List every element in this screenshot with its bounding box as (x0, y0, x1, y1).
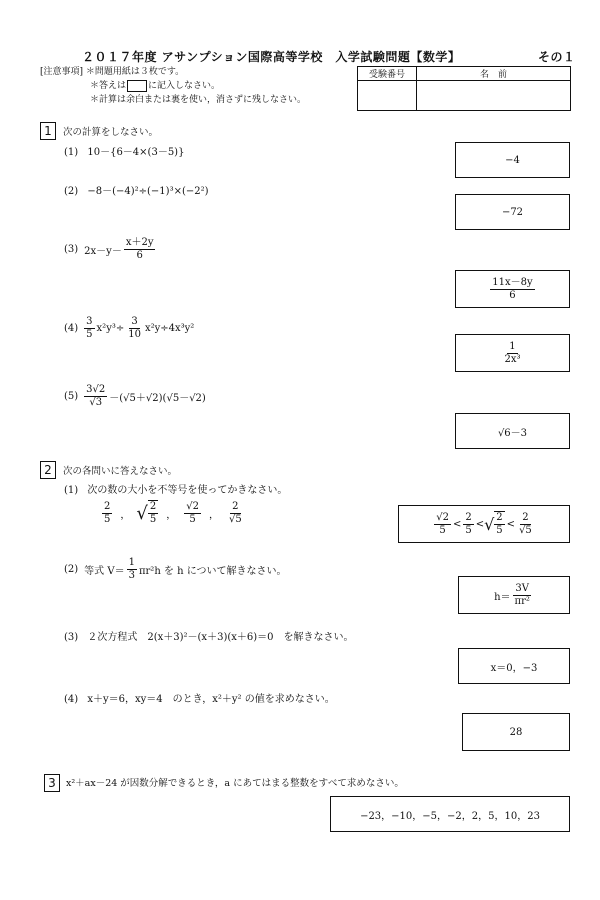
q1-5-rest: －(√5＋√2)(√5－√2) (109, 393, 206, 404)
q1-5-answer-box[interactable] (455, 413, 570, 449)
q2-3-answer-box[interactable] (458, 648, 570, 684)
section-3-answer: −23，−10，−5，−2，2，5，10，23 (360, 810, 540, 822)
note-line-3: ＊計算は余白または裏を使い，消さずに残しなさい。 (90, 95, 307, 105)
id-table (357, 66, 571, 111)
q2-1-root-1: √ (136, 502, 148, 524)
q1-5-den: √3 (89, 397, 103, 408)
q2-1-lt-3: < (506, 518, 516, 530)
q2-1-f1n: 2 (104, 500, 111, 512)
q2-1-a1n: √2 (436, 511, 449, 523)
note-line-2a: ＊答えは (90, 81, 127, 91)
q1-2-no: (2) (64, 186, 79, 197)
q2-2-text-b: πr²h を h について解きなさい。 (138, 566, 287, 577)
q2-1-a3d: 5 (496, 525, 503, 536)
q2-1-f3n: √2 (186, 500, 199, 512)
q2-1-a1d: 5 (439, 524, 446, 536)
q2-1-a2d: 5 (465, 524, 472, 536)
q2-1-a4d: √5 (519, 524, 532, 536)
exam-no-header: 受験番号 (358, 67, 417, 81)
q2-2-ans-a: h＝ (494, 591, 511, 603)
section-3-number: 3 (44, 774, 60, 792)
q1-3-num: x＋2y (125, 237, 154, 248)
section-3-text: x²＋ax－24 が因数分解できるとき，a にあてはまる整数をすべて求めなさい。 (66, 778, 404, 789)
q1-1-expr: 10－{6－4×(3－5)} (87, 147, 185, 158)
q1-1 (64, 143, 184, 158)
q2-2-fd: 3 (128, 570, 135, 581)
q2-1-a4n: 2 (522, 511, 529, 523)
q1-1-no: (1) (64, 147, 79, 158)
q2-1-sep-3: ， (208, 509, 219, 521)
q2-3 (64, 628, 354, 643)
page-label: その１ (538, 50, 576, 64)
q2-1-f4n: 2 (232, 500, 239, 512)
name-field[interactable] (417, 81, 571, 111)
q2-1-sep-1: ， (120, 509, 131, 521)
q2-1-a3n: 2 (496, 512, 503, 523)
q1-3-answer-box[interactable] (455, 270, 570, 308)
q2-2 (64, 557, 287, 582)
q1-3 (64, 237, 157, 262)
q2-1-f4d: √5 (228, 513, 242, 525)
q1-5-answer: √6－3 (497, 427, 528, 439)
q2-4-no: (4) (64, 694, 79, 705)
q2-1-f2n: 2 (149, 501, 157, 512)
q2-1-f1d: 5 (104, 513, 111, 525)
q2-2-text-a: 等式 V＝ (84, 566, 125, 577)
q2-1-ans-root: √ (484, 514, 495, 534)
section-1-title: 次の計算をしなさい。 (63, 127, 159, 138)
q2-1-no: (1) (64, 485, 79, 496)
q1-1-answer: −4 (505, 154, 520, 166)
q1-3-den: 6 (136, 250, 143, 261)
notes-block (40, 65, 306, 107)
q2-1-answer-box[interactable] (398, 505, 570, 543)
q2-4-answer: 28 (509, 726, 523, 738)
name-header: 名 前 (417, 67, 571, 81)
q2-4 (64, 690, 335, 705)
q2-2-ans-d: πr² (514, 595, 530, 607)
q1-2-answer: −72 (501, 206, 524, 218)
q2-1-text: 次の数の大小を不等号を使ってかきなさい。 (87, 485, 288, 496)
q2-1-f2d: 5 (149, 514, 157, 525)
q1-4-d2: 10 (128, 329, 141, 340)
q1-3-ans-num: 11x－8y (492, 276, 533, 288)
q1-4-ans-num: 1 (509, 340, 516, 352)
q2-2-ans-n: 3V (515, 582, 530, 594)
q1-4-d1: 5 (86, 329, 93, 340)
q1-5-num: 3√2 (86, 384, 106, 395)
q2-1-f3d: 5 (189, 513, 196, 525)
q2-2-fn: 1 (128, 557, 135, 568)
q1-2-answer-box[interactable] (455, 194, 570, 230)
q2-2-no: (2) (64, 564, 79, 575)
section-3-answer-box[interactable] (330, 796, 570, 832)
section-2-number: 2 (40, 461, 56, 479)
q2-1-sep-2: ， (166, 509, 177, 521)
q1-5 (64, 384, 206, 409)
q2-4-answer-box[interactable] (462, 713, 570, 751)
exam-no-field[interactable] (358, 81, 417, 111)
q1-3-expr: 2x－y－ (84, 246, 122, 257)
q1-4-answer-box[interactable] (455, 334, 570, 372)
answer-box-sample (127, 80, 147, 92)
exam-title: ２０１７年度 アサンプション国際高等学校 入学試験問題【数学】 (82, 50, 461, 64)
q1-4-t1: x²y³÷ (96, 323, 125, 334)
q1-4-n1: 3 (86, 316, 93, 327)
q2-3-no: (3) (64, 632, 79, 643)
notes-label: [注意事項] (40, 67, 84, 77)
q2-3-answer: x＝0，−3 (490, 662, 538, 674)
q1-3-ans-den: 6 (509, 289, 516, 301)
q2-1-numbers (100, 500, 246, 526)
q1-4 (64, 316, 194, 341)
q1-2 (64, 182, 209, 197)
q1-1-answer-box[interactable] (455, 142, 570, 178)
q1-4-n2: 3 (131, 316, 138, 327)
q1-4-t2: x²y÷4x³y² (144, 323, 195, 334)
q2-3-text: ２次方程式 2(x＋3)²－(x＋3)(x＋6)＝0 を解きなさい。 (87, 632, 354, 643)
q2-1-a2n: 2 (465, 511, 472, 523)
note-line-1: ＊問題用紙は３枚です。 (85, 67, 185, 77)
q1-4-no: (4) (64, 323, 79, 334)
q1-2-expr: −8－(−4)²÷(−1)³×(−2²) (87, 186, 209, 197)
q2-1-lt-1: < (452, 518, 462, 530)
q1-4-ans-den: 2x³ (504, 353, 521, 365)
q2-1-lt-2: < (475, 518, 485, 530)
section-1-number: 1 (40, 122, 56, 140)
q2-1 (64, 481, 287, 496)
q1-5-no: (5) (64, 391, 79, 402)
section-2-title: 次の各問いに答えなさい。 (63, 466, 178, 477)
q2-4-text: x＋y＝6，xy＝4 のとき，x²＋y² の値を求めなさい。 (87, 694, 335, 705)
note-line-2b: に記入しなさい。 (148, 81, 221, 91)
q1-3-no: (3) (64, 244, 79, 255)
q2-2-answer-box[interactable] (458, 576, 570, 614)
